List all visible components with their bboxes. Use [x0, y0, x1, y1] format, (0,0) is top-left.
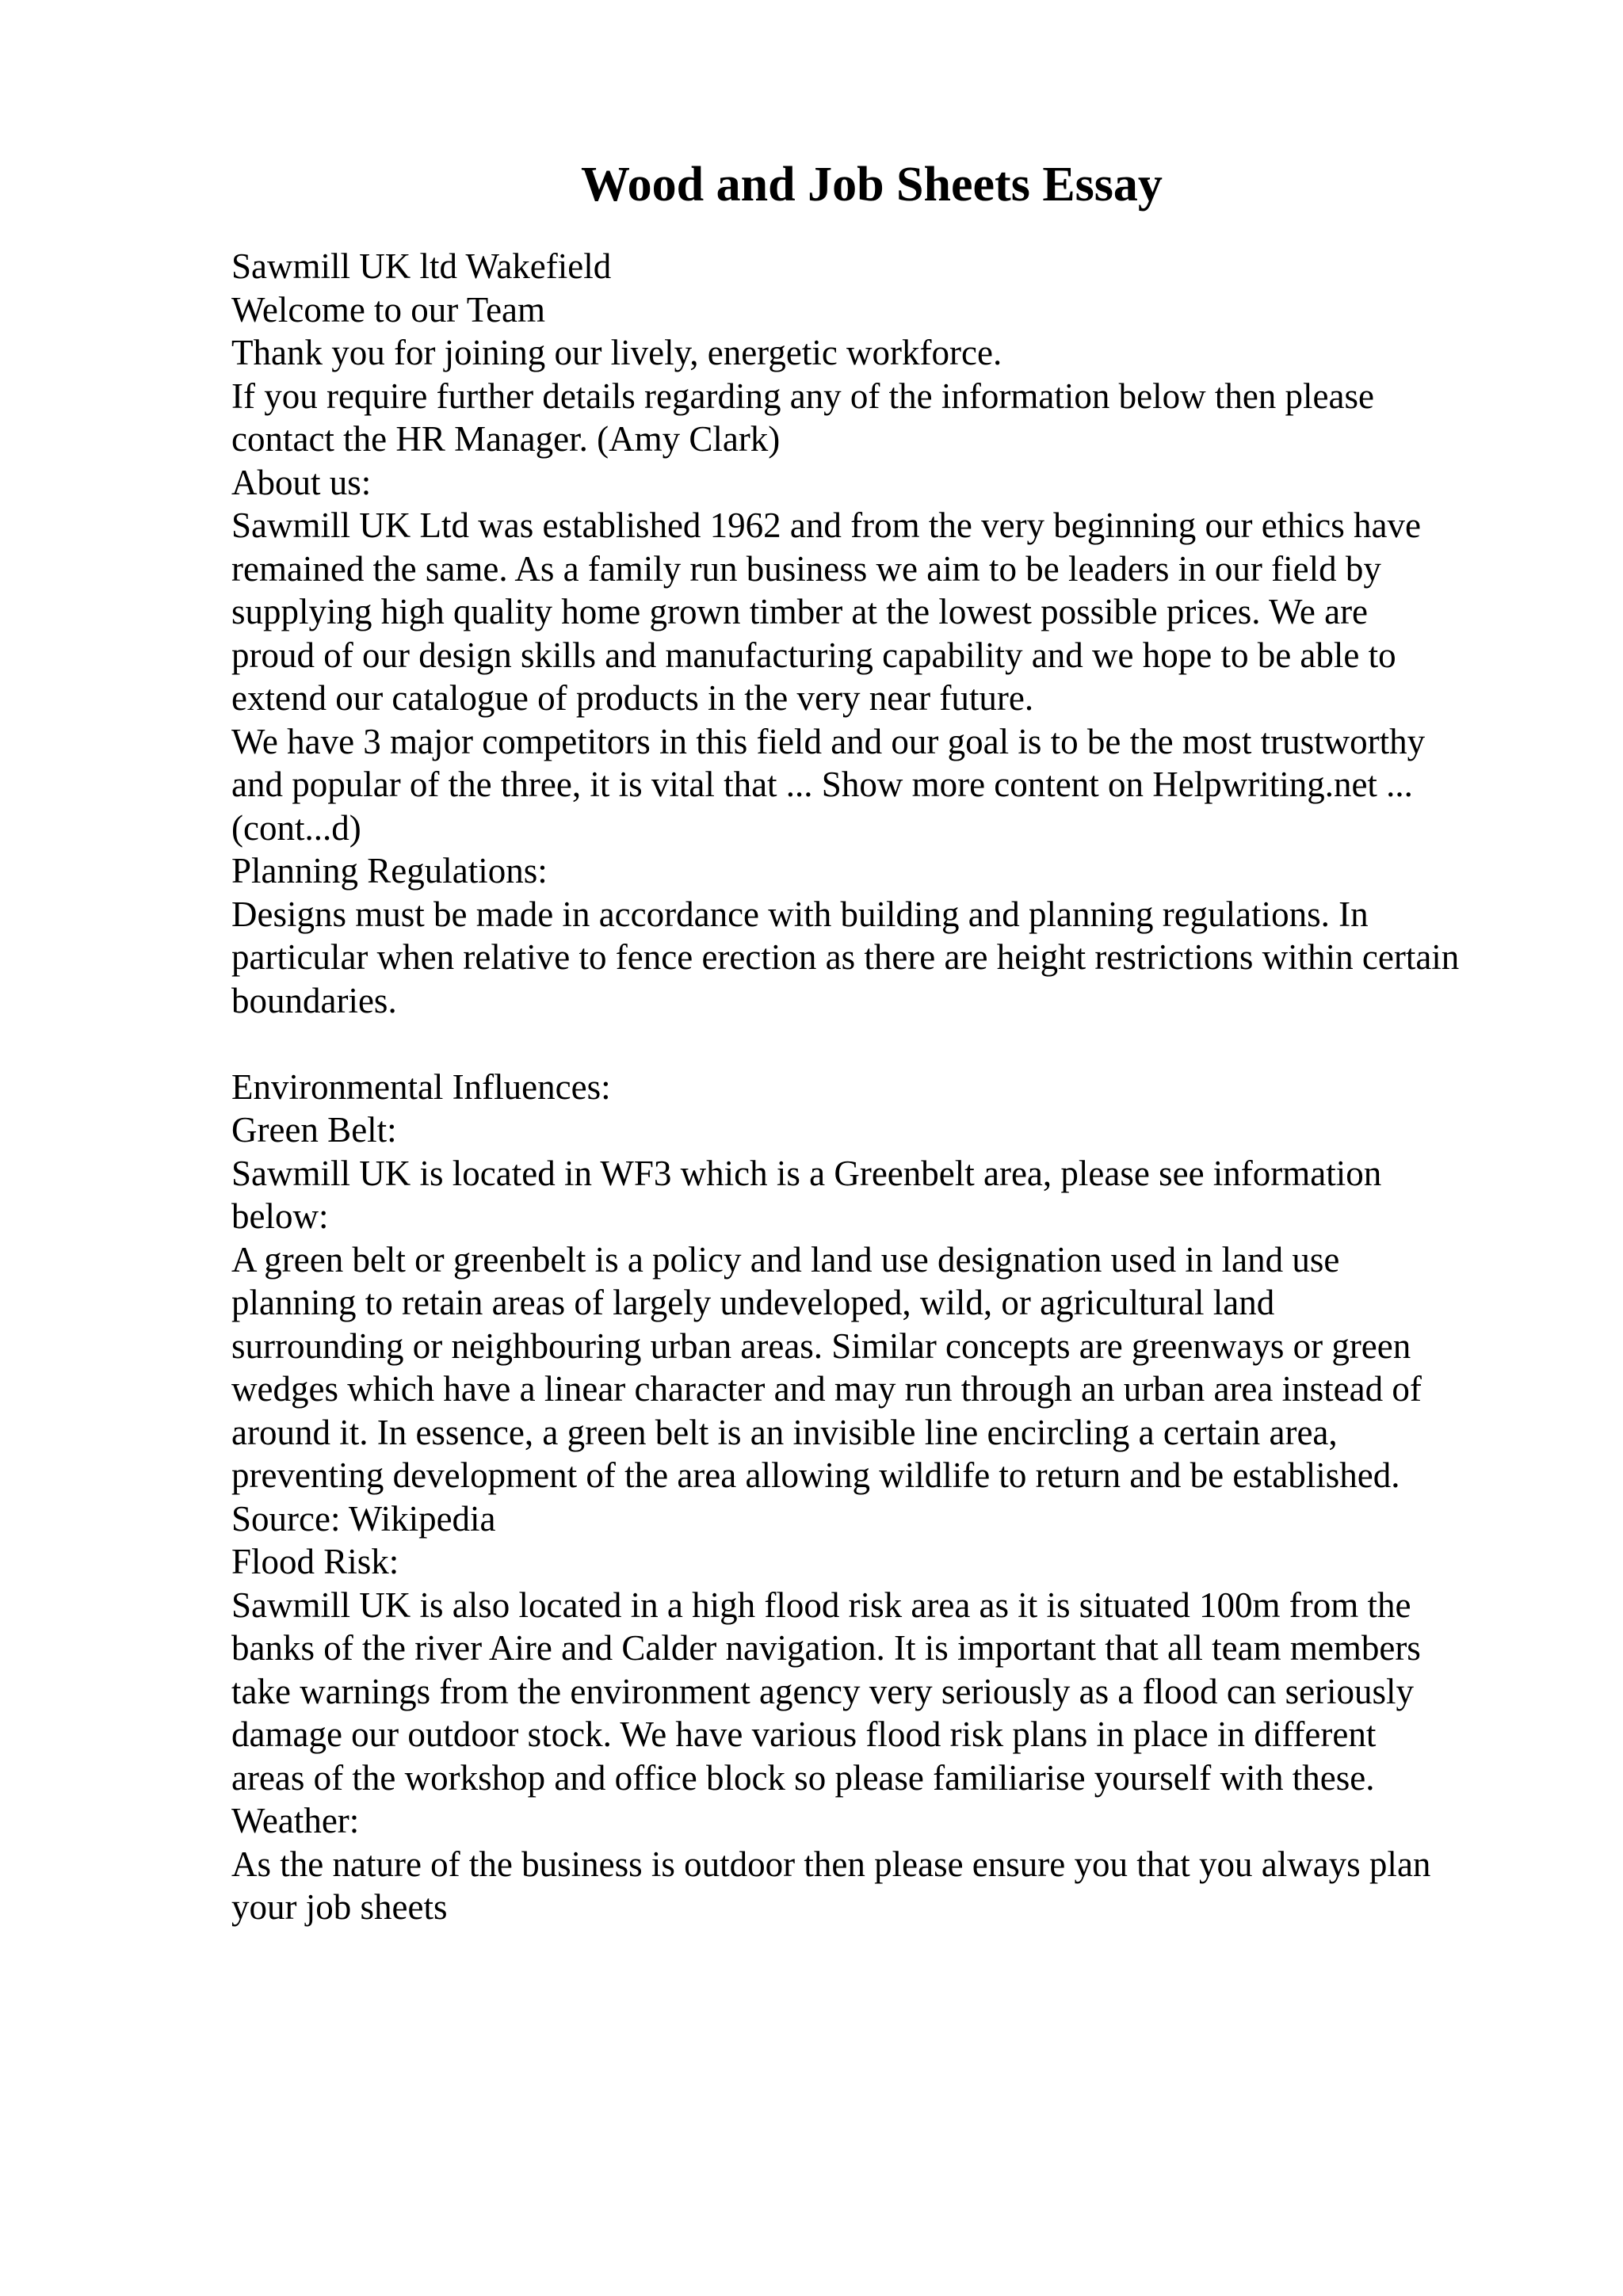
body-line: around it. In essence, a green belt is an invisible line encircling a certain area,: [231, 1412, 1338, 1452]
document-body: [231, 245, 1610, 1929]
body-line: areas of the workshop and office block so please familiarise yourself with these.: [231, 1757, 1375, 1798]
body-line: extend our catalogue of products in the very near future.: [231, 678, 1034, 718]
body-line: Weather:: [231, 1801, 360, 1840]
body-line: contact the HR Manager. (Amy Clark): [231, 419, 781, 459]
body-line: banks of the river Aire and Calder navigation. It is important that all team members: [231, 1628, 1421, 1668]
blank-line: [231, 1022, 1610, 1066]
body-line: As the nature of the business is outdoor then please ensure you that you always plan: [231, 1844, 1431, 1884]
body-line: Designs must be made in accordance with building and planning regulations. In: [231, 894, 1369, 934]
body-line: boundaries.: [231, 980, 397, 1020]
body-line: About us:: [231, 462, 372, 502]
body-line: wedges which have a linear character and may run through an urban area instead of: [231, 1369, 1422, 1409]
body-line: Flood Risk:: [231, 1542, 399, 1581]
body-line: take warnings from the environment agency very seriously as a flood can seriously: [231, 1671, 1415, 1711]
body-line: supplying high quality home grown timber at the lowest possible prices. We are: [231, 592, 1369, 631]
body-line: (cont...d): [231, 807, 361, 848]
body-line: particular when relative to fence erection as there are height restrictions within certain: [231, 937, 1460, 977]
body-line: Sawmill UK is located in WF3 which is a Greenbelt area, please see information: [231, 1153, 1382, 1193]
body-line: Thank you for joining our lively, energetic workforce.: [231, 333, 1002, 372]
body-line: Source: Wikipedia: [231, 1498, 496, 1539]
body-line: Sawmill UK ltd Wakefield: [231, 246, 612, 286]
body-line: and popular of the three, it is vital that ... Show more content on Helpwriting.net ...: [231, 765, 1413, 804]
body-line: preventing development of the area allowing wildlife to return and be established.: [231, 1455, 1400, 1495]
body-line: Green Belt:: [231, 1110, 397, 1150]
body-line: Sawmill UK is also located in a high flood risk area as it is situated 100m from the: [231, 1585, 1411, 1625]
body-line: your job sheets: [231, 1887, 448, 1927]
body-line: below:: [231, 1196, 329, 1236]
body-line: remained the same. As a family run business we aim to be leaders in our field by: [231, 548, 1381, 589]
body-line: Planning Regulations:: [231, 851, 548, 891]
body-line: If you require further details regarding any of the information below then please: [231, 376, 1374, 416]
body-line: surrounding or neighbouring urban areas. Similar concepts are greenways or green: [231, 1325, 1411, 1366]
body-line: A green belt or greenbelt is a policy and land use designation used in land use: [231, 1239, 1340, 1280]
body-line: We have 3 major competitors in this field and our goal is to be the most trustworthy: [231, 721, 1426, 761]
body-line: Welcome to our Team: [231, 289, 546, 330]
body-line: Environmental Influences:: [231, 1066, 611, 1107]
body-line: proud of our design skills and manufacturing capability and we hope to be able to: [231, 635, 1396, 675]
body-line: damage our outdoor stock. We have various flood risk plans in place in different: [231, 1714, 1377, 1754]
document-title: Wood and Job Sheets Essay: [581, 158, 1163, 212]
body-line: Sawmill UK Ltd was established 1962 and from the very beginning our ethics have: [231, 505, 1421, 545]
body-line: planning to retain areas of largely undeveloped, wild, or agricultural land: [231, 1283, 1275, 1322]
